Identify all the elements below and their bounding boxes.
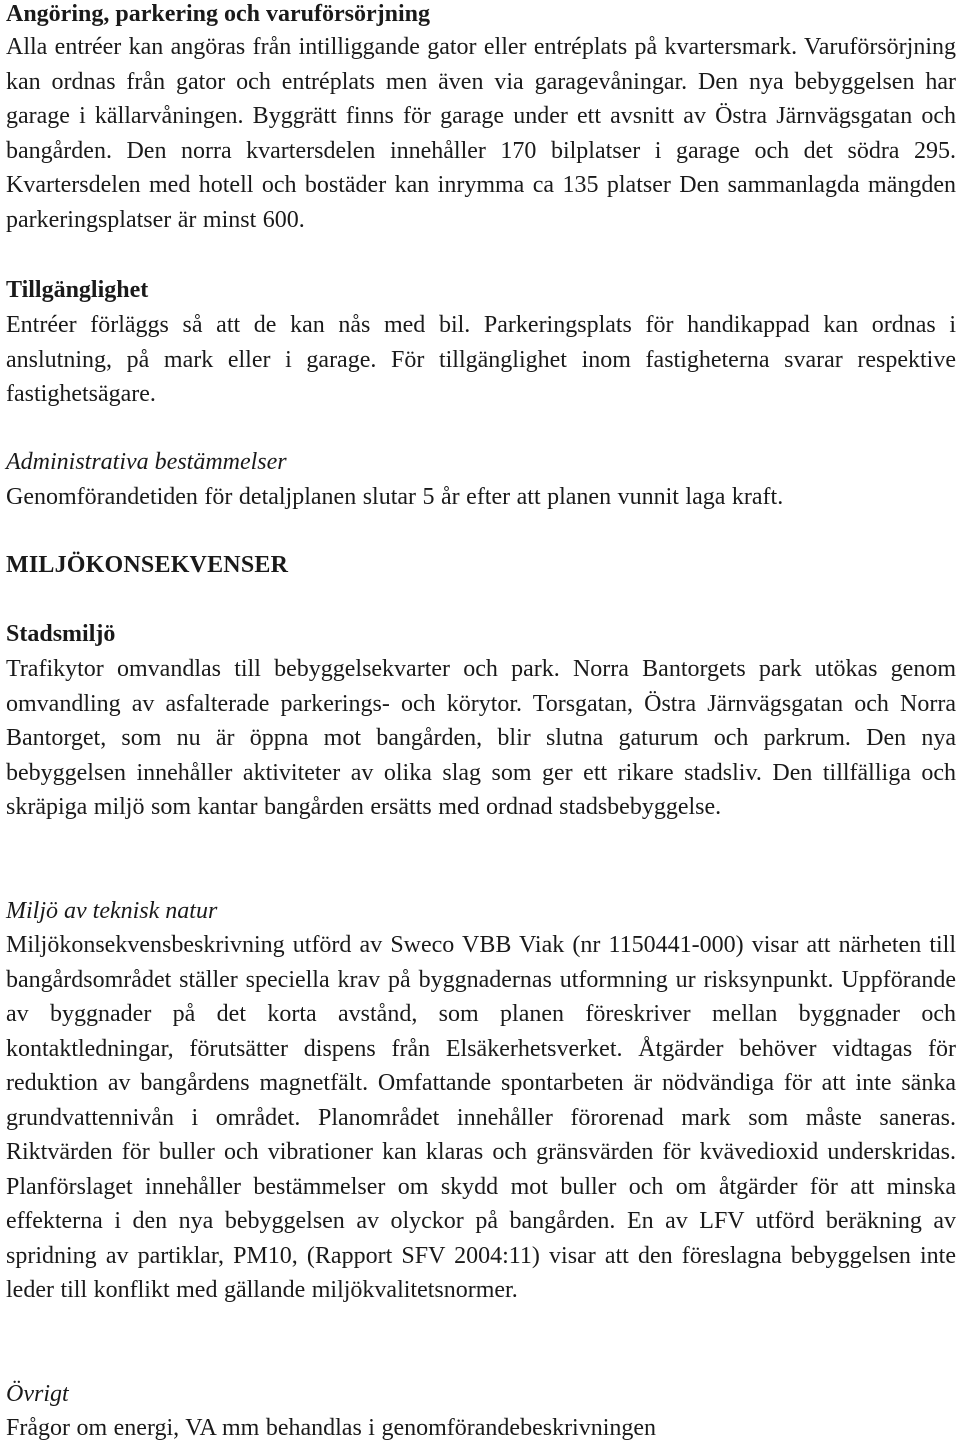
section-angoring	[6, 0, 956, 237]
section-heading-stadsmiljo: Stadsmiljö	[6, 621, 116, 647]
section-ovrigt	[6, 1380, 956, 1446]
section-text-administrativa: Genomförandetiden för detaljplanen slutar 5 år efter att planen vunnit laga kraft.	[6, 484, 784, 510]
section-miljo-teknisk	[6, 897, 956, 1308]
section-administrativa	[6, 448, 956, 515]
section-heading-tillganglighet: Tillgänglighet	[6, 277, 149, 303]
section-heading-ovrigt: Övrigt	[6, 1381, 69, 1407]
section-heading-miljokonsekvenser: MILJÖKONSEKVENSER	[6, 552, 289, 578]
section-text-ovrigt: Frågor om energi, VA mm behandlas i genomförandebeskrivningen	[6, 1415, 657, 1441]
section-text-miljo-teknisk: Miljökonsekvensbeskrivning utförd av Sweco VBB Viak (nr 1150441-000) visar att närheten till bangårdsområdet ställer speciella krav på byggnadernas utformning ur risksynpunkt. Uppförande av byggnader på det korta avstånd, som planen föreskriver mellan byggnader och kontaktledningar, förutsätter dispens från Elsäkerhetsverket. Åtgärder behöver vidtagas för reduktion av bangårdens magnetfält. Omfattande spontarbeten är nödvändiga för att inte sänka grundvattennivån i området. Planområdet innehåller förorenad mark som måste saneras. Riktvärden för buller och vibrationer kan klaras och gränsvärden för kvävedioxid underskridas. Planförslaget innehåller bestämmelser om skydd mot buller och om åtgärder för att minska effekterna i den nya bebyggelsen av olyckor på bangården. En av LFV utförd beräkning av spridning av partiklar, PM10, (Rapport SFV 2004:11) visar att den föreslagna bebyggelsen inte leder till konflikt med gällande miljökvalitetsnormer.	[6, 932, 956, 1303]
section-heading-miljo-teknisk: Miljö av teknisk natur	[6, 898, 218, 924]
section-heading-administrativa: Administrativa bestämmelser	[6, 449, 287, 475]
section-text-angoring: Alla entréer kan angöras från intilliggande gator eller entréplats på kvartersmark. Varuförsörjning kan ordnas från gator och entréplats men även via garagevåningar. Den nya bebyggelsen har garage i källarvåningen. Byggrätt finns för garage under ett avsnitt av Östra Järnvägsgatan och bangården. Den norra kvartersdelen innehåller 170 bilplatser i garage och det södra 295. Kvartersdelen med hotell och bostäder kan inrymma ca 135 platser Den sammanlagda mängden parkeringsplatser är minst 600.	[6, 34, 956, 233]
section-heading-angoring: Angöring, parkering och varuförsörjning	[6, 1, 431, 27]
section-text-stadsmiljo: Trafikytor omvandlas till bebyggelsekvarter och park. Norra Bantorgets park utökas genom omvandling av asfalterade parkerings- och körytor. Torsgatan, Östra Järnvägsgatan och Norra Bantorget, som nu är öppna mot bangården, blir slutna gaturum och parkrum. Den nya bebyggelsen innehåller aktiviteter av olika slag som ger ett rikare stadsliv. Den tillfälliga och skräpiga miljö som kantar bangården ersätts med ordnad stadsbebyggelse.	[6, 656, 956, 820]
section-miljokonsekvenser	[6, 551, 956, 579]
section-stadsmiljo	[6, 620, 956, 825]
section-tillganglighet	[6, 276, 956, 412]
section-text-tillganglighet: Entréer förläggs så att de kan nås med bil. Parkeringsplats för handikappad kan ordnas i anslutning, på mark eller i garage. För tillgänglighet inom fastigheterna svarar respektive fastighetsägare.	[6, 312, 956, 407]
